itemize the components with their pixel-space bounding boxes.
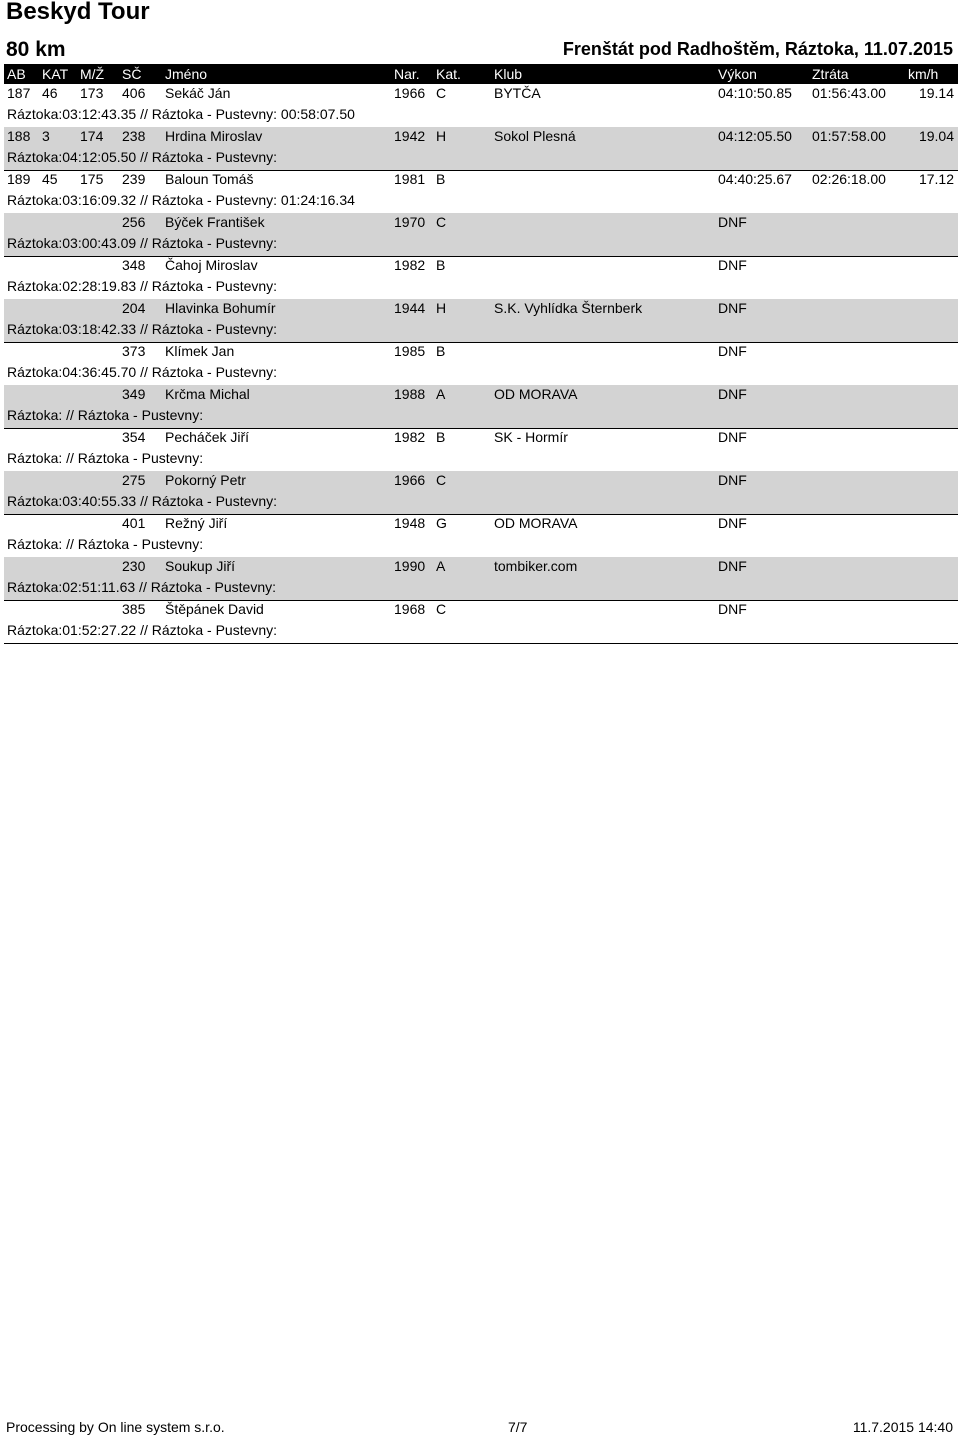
entry-category: G: [436, 515, 447, 531]
footer-processing: Processing by On line system s.r.o.: [6, 1419, 225, 1435]
result-row: [4, 514, 958, 558]
col-kategorie: Kat.: [436, 66, 461, 82]
result-row: [4, 213, 958, 257]
entry-split-times: Ráztoka: // Ráztoka - Pustevny:: [7, 450, 204, 466]
entry-split-times: Ráztoka:03:18:42.33 // Ráztoka - Pustevny:: [7, 321, 278, 337]
entry-nar: 1988: [394, 386, 426, 402]
entry-sc: 373: [122, 343, 146, 359]
entry-vykon: DNF: [718, 472, 747, 488]
entry-nar: 1970: [394, 214, 426, 230]
entry-nar: 1966: [394, 472, 426, 488]
entry-split-times: Ráztoka:04:12:05.50 // Ráztoka - Pustevny:: [7, 149, 278, 165]
col-klub: Klub: [494, 66, 523, 82]
entry-sc: 239: [122, 171, 146, 187]
entry-vykon: DNF: [718, 429, 747, 445]
entry-split-times: Ráztoka:03:40:55.33 // Ráztoka - Pustevny:: [7, 493, 278, 509]
col-kat: KAT: [42, 66, 69, 82]
entry-split-times: Ráztoka:01:52:27.22 // Ráztoka - Pustevny:: [7, 622, 278, 638]
entry-split-times: Ráztoka: // Ráztoka - Pustevny:: [7, 407, 204, 423]
entry-name: Pokorný Petr: [165, 472, 246, 488]
result-row: [4, 600, 958, 644]
entry-split-times: Ráztoka:04:36:45.70 // Ráztoka - Pustevny:: [7, 364, 278, 380]
entry-nar: 1944: [394, 300, 426, 316]
entry-kat: 46: [42, 85, 58, 101]
entry-club: SK - Hormír: [494, 429, 568, 445]
result-row: [4, 342, 958, 386]
entry-name: Býček František: [165, 214, 265, 230]
entry-split-times: Ráztoka: // Ráztoka - Pustevny:: [7, 536, 204, 552]
entry-split-times: Ráztoka:02:28:19.83 // Ráztoka - Pustevny:: [7, 278, 278, 294]
event-info: Frenštát pod Radhoštěm, Ráztoka, 11.07.2015: [562, 39, 953, 59]
entry-ztrata: 02:26:18.00: [812, 171, 886, 187]
entry-category: B: [436, 429, 446, 445]
entry-split-times: Ráztoka:03:16:09.32 // Ráztoka - Pustevny: 01:24:16.34: [7, 192, 355, 208]
entry-club: OD MORAVA: [494, 386, 578, 402]
entry-sc: 349: [122, 386, 146, 402]
entry-mz: 174: [80, 128, 104, 144]
entry-name: Soukup Jiří: [165, 558, 236, 574]
col-kmh: km/h: [908, 66, 939, 82]
entry-category: C: [436, 214, 447, 230]
result-row: [4, 299, 958, 343]
entry-sc: 406: [122, 85, 146, 101]
entry-kmh: 19.04: [918, 128, 954, 144]
result-row: [4, 428, 958, 472]
result-row: [4, 557, 958, 601]
entry-split-times: Ráztoka:02:51:11.63 // Ráztoka - Pustevny:: [7, 579, 277, 595]
entry-nar: 1985: [394, 343, 426, 359]
entry-category: C: [436, 601, 447, 617]
entry-kat: 45: [42, 171, 58, 187]
entry-sc: 256: [122, 214, 146, 230]
entry-category: B: [436, 171, 446, 187]
entry-sc: 204: [122, 300, 146, 316]
entry-vykon: DNF: [718, 343, 747, 359]
entry-name: Čahoj Miroslav: [165, 257, 258, 273]
entry-split-times: Ráztoka:03:12:43.35 // Ráztoka - Pustevny: 00:58:07.50: [7, 106, 355, 122]
entry-category: B: [436, 343, 446, 359]
entry-nar: 1968: [394, 601, 426, 617]
entry-ztrata: 01:57:58.00: [812, 128, 886, 144]
result-row: [4, 127, 958, 171]
entry-name: Klímek Jan: [165, 343, 235, 359]
col-jmeno: Jméno: [165, 66, 208, 82]
entry-club: BYTČA: [494, 85, 541, 101]
entry-category: H: [436, 300, 447, 316]
entry-vykon: DNF: [718, 300, 747, 316]
col-nar: Nar.: [394, 66, 420, 82]
entry-sc: 385: [122, 601, 146, 617]
footer-datetime: 11.7.2015 14:40: [852, 1419, 953, 1435]
entry-name: Krčma Michal: [165, 386, 250, 402]
entry-nar: 1990: [394, 558, 426, 574]
col-ztrata: Ztráta: [812, 66, 849, 82]
entry-vykon: DNF: [718, 515, 747, 531]
race-distance: 80 km: [6, 38, 66, 61]
entry-name: Hrdina Miroslav: [165, 128, 263, 144]
entry-name: Režný Jiří: [165, 515, 228, 531]
entry-kmh: 17.12: [918, 171, 954, 187]
entry-category: C: [436, 472, 447, 488]
entry-ab: 189: [7, 171, 31, 187]
footer-page-number: 7/7: [508, 1419, 528, 1435]
entry-vykon: 04:40:25.67: [718, 171, 792, 187]
result-row: [4, 385, 958, 429]
entry-kat: 3: [42, 128, 50, 144]
results-header: [4, 64, 958, 84]
entry-club: Sokol Plesná: [494, 128, 576, 144]
entry-club: tombiker.com: [494, 558, 578, 574]
entry-split-times: Ráztoka:03:00:43.09 // Ráztoka - Pustevny:: [7, 235, 278, 251]
page-title: Beskyd Tour: [6, 0, 150, 25]
entry-category: C: [436, 85, 447, 101]
result-row: [4, 256, 958, 300]
entry-vykon: DNF: [718, 601, 747, 617]
entry-ab: 187: [7, 85, 31, 101]
entry-nar: 1966: [394, 85, 426, 101]
entry-nar: 1942: [394, 128, 426, 144]
entry-category: H: [436, 128, 447, 144]
entry-kmh: 19.14: [918, 85, 954, 101]
entry-vykon: 04:12:05.50: [718, 128, 792, 144]
entry-name: Hlavinka Bohumír: [165, 300, 276, 316]
entry-vykon: 04:10:50.85: [718, 85, 792, 101]
entry-category: A: [436, 386, 446, 402]
entry-nar: 1982: [394, 257, 426, 273]
entry-sc: 238: [122, 128, 146, 144]
entry-sc: 348: [122, 257, 146, 273]
entry-nar: 1948: [394, 515, 426, 531]
entry-vykon: DNF: [718, 386, 747, 402]
entry-sc: 275: [122, 472, 146, 488]
entry-club: OD MORAVA: [494, 515, 578, 531]
entry-ab: 188: [7, 128, 31, 144]
col-vykon: Výkon: [718, 66, 757, 82]
col-sc: SČ: [122, 66, 142, 82]
entry-sc: 354: [122, 429, 146, 445]
entry-mz: 175: [80, 171, 104, 187]
entry-club: S.K. Vyhlídka Šternberk: [494, 300, 643, 316]
entry-sc: 401: [122, 515, 146, 531]
result-row: [4, 84, 958, 128]
entry-nar: 1981: [394, 171, 426, 187]
entry-name: Štěpánek David: [165, 601, 264, 617]
col-ab: AB: [7, 66, 26, 82]
entry-category: B: [436, 257, 446, 273]
result-row: [4, 170, 958, 214]
entry-ztrata: 01:56:43.00: [812, 85, 886, 101]
entry-name: Pecháček Jiří: [165, 429, 250, 445]
entry-mz: 173: [80, 85, 104, 101]
result-row: [4, 471, 958, 515]
entry-category: A: [436, 558, 446, 574]
entry-name: Sekáč Ján: [165, 85, 231, 101]
entry-name: Baloun Tomáš: [165, 171, 254, 187]
entry-vykon: DNF: [718, 257, 747, 273]
entry-vykon: DNF: [718, 214, 747, 230]
col-mz: M/Ž: [80, 66, 105, 82]
entry-sc: 230: [122, 558, 146, 574]
entry-nar: 1982: [394, 429, 426, 445]
entry-vykon: DNF: [718, 558, 747, 574]
